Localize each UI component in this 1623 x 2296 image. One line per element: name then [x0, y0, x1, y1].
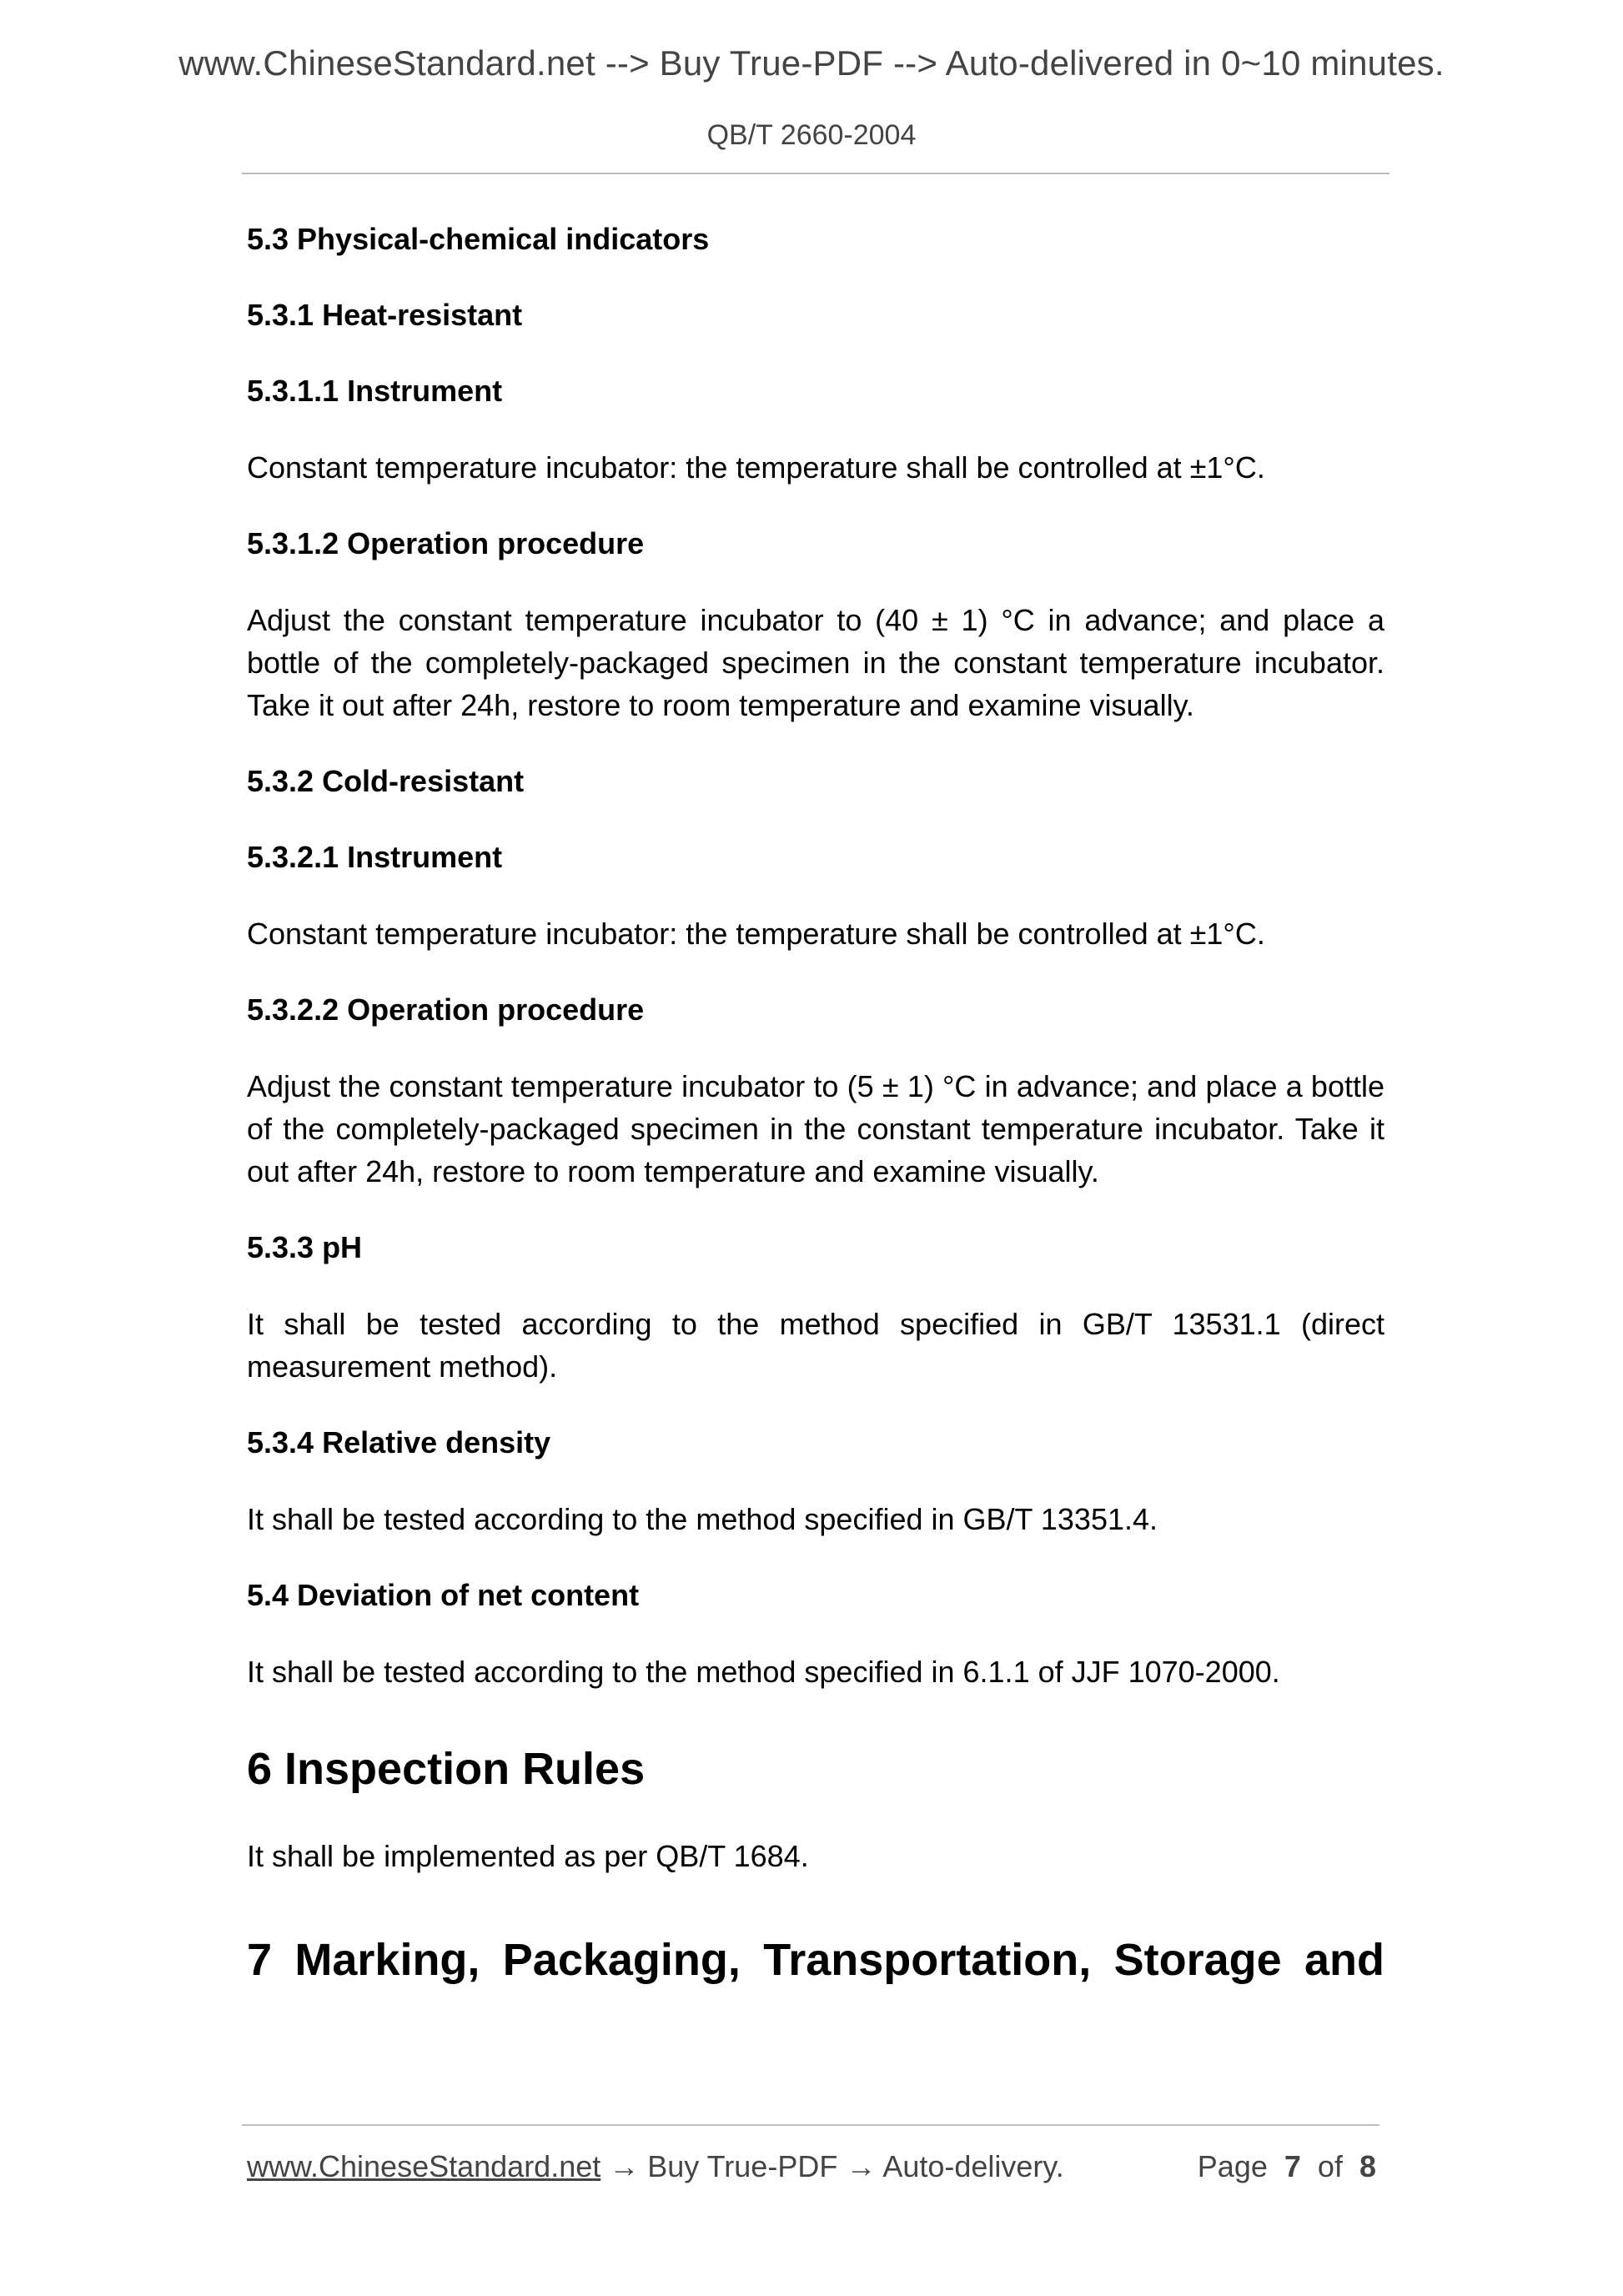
paragraph: It shall be tested according to the method specified in GB/T 13531.1 (direct measurement method).: [247, 1307, 1384, 1384]
header-divider: [242, 173, 1389, 174]
paragraph: It shall be tested according to the method specified in 6.1.1 of JJF 1070-2000.: [247, 1655, 1280, 1689]
paragraph: Constant temperature incubator: the temperature shall be controlled at ±1°C.: [247, 917, 1265, 951]
section-6-heading: 6 Inspection Rules: [247, 1744, 646, 1794]
paragraph: Constant temperature incubator: the temperature shall be controlled at ±1°C.: [247, 450, 1265, 485]
paragraph: Adjust the constant temperature incubator to (40 ± 1) °C in advance; and place a bottle of the completely-packaged specimen in the constant temperature incubator. Take it out after 24h, restore to room temperature and examine visually.: [247, 603, 1384, 722]
page-total: 8: [1359, 2149, 1376, 2183]
section-5-3-2-1-heading: 5.3.2.1 Instrument: [247, 840, 503, 874]
section-7-heading: 7 Marking, Packaging, Transportation, Storage and: [247, 1935, 1384, 1985]
page-current: 7: [1284, 2149, 1301, 2183]
paragraph: It shall be implemented as per QB/T 1684.: [247, 1839, 809, 1873]
footer-divider: [242, 2124, 1379, 2126]
footer-trail-text: → Buy True-PDF → Auto-delivery.: [600, 2149, 1064, 2183]
section-5-3-heading: 5.3 Physical-chemical indicators: [247, 222, 710, 256]
page-word: Page: [1197, 2149, 1268, 2183]
paragraph: Adjust the constant temperature incubator to (5 ± 1) °C in advance; and place a bottle of the completely-packaged specimen in the constant temperature incubator. Take it out after 24h, restore to room temperature and examine visually.: [247, 1069, 1384, 1188]
section-5-3-3-heading: 5.3.3 pH: [247, 1230, 363, 1264]
section-5-3-1-1-heading: 5.3.1.1 Instrument: [247, 374, 503, 408]
section-5-3-4-heading: 5.3.4 Relative density: [247, 1425, 551, 1459]
section-5-4-heading: 5.4 Deviation of net content: [247, 1578, 640, 1612]
section-5-3-2-heading: 5.3.2 Cold-resistant: [247, 764, 525, 798]
site-link[interactable]: www.ChineseStandard.net: [247, 2149, 601, 2183]
site-banner: www.ChineseStandard.net --> Buy True-PDF --> Auto-delivered in 0~10 minutes.: [178, 43, 1445, 83]
paragraph: It shall be tested according to the method specified in GB/T 13351.4.: [247, 1502, 1158, 1536]
of-word: of: [1317, 2149, 1343, 2183]
page-body: [247, 219, 1384, 2026]
footer-left: [247, 2149, 1064, 2184]
page-footer: [247, 2146, 1376, 2188]
section-5-3-2-2-heading: 5.3.2.2 Operation procedure: [247, 992, 645, 1027]
section-5-3-1-heading: 5.3.1 Heat-resistant: [247, 298, 523, 332]
page-indicator: [1198, 2149, 1376, 2184]
section-5-3-1-2-heading: 5.3.1.2 Operation procedure: [247, 526, 645, 560]
document-number: QB/T 2660-2004: [706, 119, 917, 151]
